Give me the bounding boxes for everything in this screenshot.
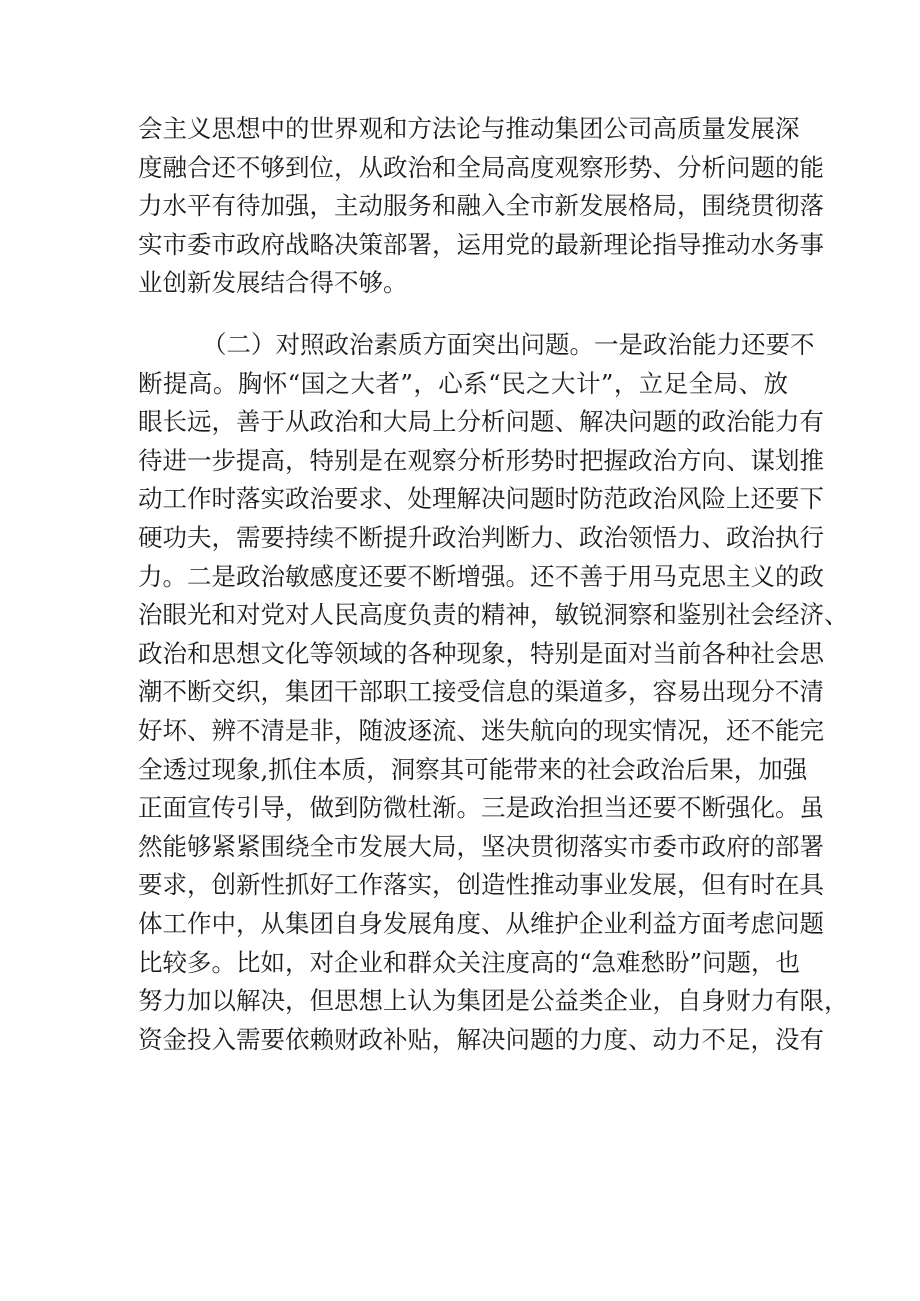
text-line: 政治和思想文化等领域的各种现象，特别是面对当前各种社会思 xyxy=(138,638,824,668)
text-line: 比较多。比如，对企业和群众关注度高的“急难愁盼”问题，也 xyxy=(138,947,801,977)
text-line: 努力加以解决，但思想上认为集团是公益类企业，自身财力有限， xyxy=(138,986,849,1016)
paragraph-continuation xyxy=(138,110,824,303)
text-line: 力水平有待加强，主动服务和融入全市新发展格局，围绕贯彻落 xyxy=(138,191,824,221)
text-line: 治眼光和对党对人民高度负责的精神，敏锐洞察和鉴别社会经济、 xyxy=(138,600,849,630)
text-line: 要求，创新性抓好工作落实，创造性推动事业发展，但有时在具 xyxy=(138,870,824,900)
paragraph-political-quality xyxy=(138,326,849,1059)
text-line: 全透过现象,抓住本质，洞察其可能带来的社会政治后果，加强 xyxy=(138,754,808,784)
text-line: 会主义思想中的世界观和方法论与推动集团公司高质量发展深 xyxy=(138,114,800,143)
text-line: 然能够紧紧围绕全市发展大局，坚决贯彻落实市委市政府的部署 xyxy=(138,831,824,861)
text-line: 资金投入需要依赖财政补贴，解决问题的力度、动力不足，没有 xyxy=(138,1024,824,1054)
text-line: 动工作时落实政治要求、处理解决问题时防范政治风险上还要下 xyxy=(138,484,824,514)
text-line: 断提高。胸怀“国之大者”，心系“民之大计”，立足全局、放 xyxy=(138,368,788,398)
text-line: 眼长远，善于从政治和大局上分析问题、解决问题的政治能力有 xyxy=(138,407,824,437)
text-line: 硬功夫，需要持续不断提升政治判断力、政治领悟力、政治执行 xyxy=(138,522,824,552)
text-line: 正面宣传引导，做到防微杜渐。三是政治担当还要不断强化。虽 xyxy=(138,793,824,823)
text-line: 体工作中，从集团自身发展角度、从维护企业利益方面考虑问题 xyxy=(138,908,824,938)
text-line: 好坏、辨不清是非，随波逐流、迷失航向的现实情况，还不能完 xyxy=(138,715,824,745)
text-line: 力。二是政治敏感度还要不断增强。还不善于用马克思主义的政 xyxy=(138,561,824,591)
text-line: 潮不断交织，集团干部职工接受信息的渠道多，容易出现分不清 xyxy=(138,677,824,707)
text-line: 待进一步提高，特别是在观察分析形势时把握政治方向、谋划推 xyxy=(138,445,824,475)
text-line: 实市委市政府战略决策部署，运用党的最新理论指导推动水务事 xyxy=(138,229,824,259)
section-heading-line: （二）对照政治素质方面突出问题。一是政治能力还要不 xyxy=(202,330,815,359)
text-line: 业创新发展结合得不够。 xyxy=(138,268,408,298)
text-line: 度融合还不够到位，从政治和全局高度观察形势、分析问题的能 xyxy=(138,152,824,182)
